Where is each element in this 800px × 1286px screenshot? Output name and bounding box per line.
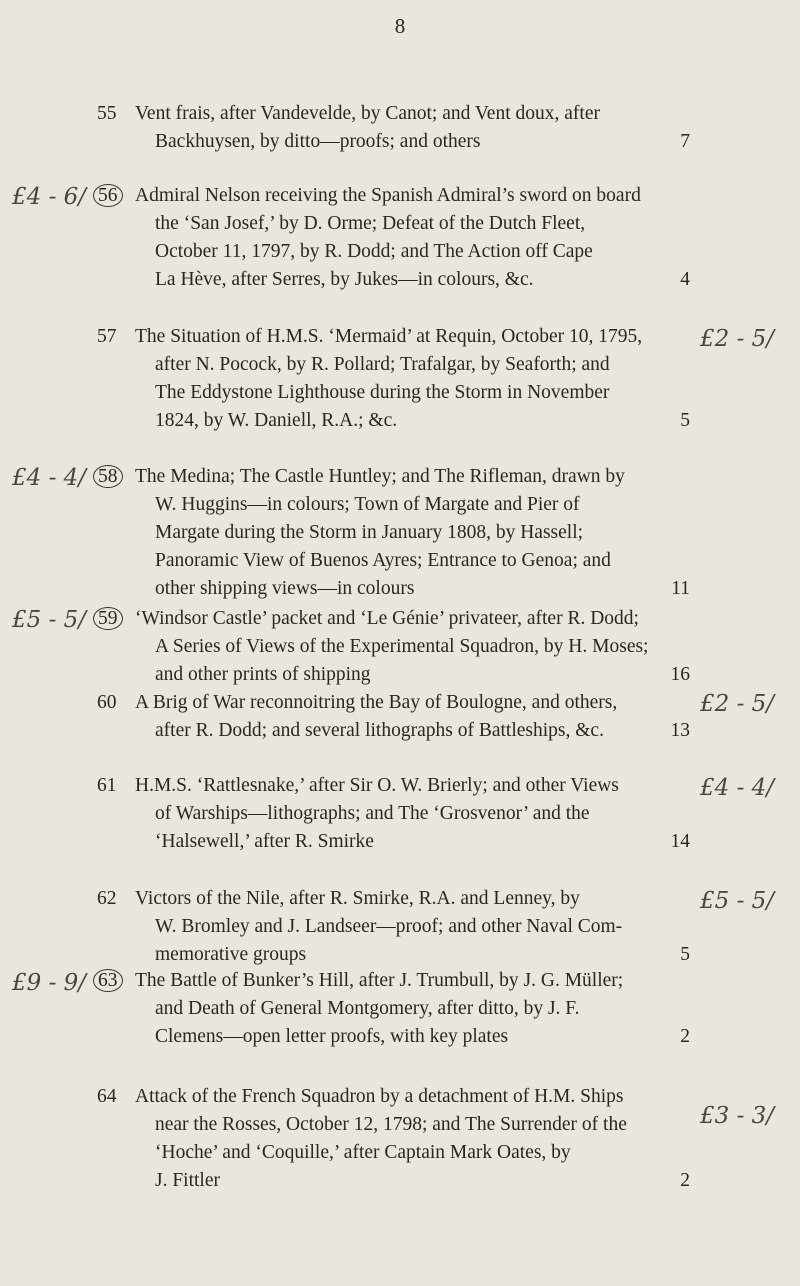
handwritten-price-note: £2 - 5/ [700, 691, 775, 717]
lot-number: 56 [93, 184, 123, 207]
lot-quantity: 2 [680, 1026, 690, 1047]
lot-61 [97, 772, 690, 856]
handwritten-price-note: £5 - 5/ [700, 888, 775, 914]
lot-number: 58 [93, 465, 123, 488]
lot-description-line: J. Fittler 2 [135, 1167, 690, 1195]
lot-description-line: W. Huggins—in colours; Town of Margate and Pier of [155, 494, 580, 515]
lot-number: 55 [97, 103, 117, 124]
lot-57 [97, 323, 690, 435]
lot-description-line: and other prints of shipping 16 [135, 661, 690, 689]
lot-description-line: A Series of Views of the Experimental Squadron, by H. Moses; [155, 636, 649, 657]
lot-description-line: Clemens—open letter proofs, with key plates 2 [135, 1023, 690, 1051]
lot-quantity: 5 [680, 944, 690, 965]
lot-59 [98, 605, 690, 689]
lot-description-line: Victors of the Nile, after R. Smirke, R.A. and Lenney, by [135, 888, 580, 909]
lot-description-line: Panoramic View of Buenos Ayres; Entrance to Genoa; and [155, 550, 611, 571]
lot-quantity: 16 [670, 664, 690, 685]
lot-63 [98, 967, 690, 1051]
lot-64 [97, 1083, 690, 1195]
lot-description-line: October 11, 1797, by R. Dodd; and The Action off Cape [155, 241, 593, 262]
lot-description-line: and Death of General Montgomery, after ditto, by J. F. [155, 998, 580, 1019]
lot-number: 64 [97, 1086, 117, 1107]
lot-60 [97, 689, 690, 745]
handwritten-price-note: £4 - 4/ [700, 775, 775, 801]
handwritten-price-note: £3 - 3/ [700, 1103, 775, 1129]
lot-description-line: of Warships—lithographs; and The ‘Grosvenor’ and the [155, 803, 590, 824]
lot-number: 57 [97, 326, 117, 347]
lot-description-line: La Hève, after Serres, by Jukes—in colours, &c. 4 [135, 266, 690, 294]
lot-description-line: ‘Windsor Castle’ packet and ‘Le Génie’ privateer, after R. Dodd; [135, 608, 639, 629]
lot-description-line: W. Bromley and J. Landseer—proof; and other Naval Com- [155, 916, 623, 937]
lot-quantity: 7 [680, 131, 690, 152]
handwritten-price-note: £5 - 5/ [12, 607, 87, 633]
lot-description-line: near the Rosses, October 12, 1798; and The Surrender of the [155, 1114, 627, 1135]
lot-quantity: 2 [680, 1170, 690, 1191]
lot-description-line: ‘Halsewell,’ after R. Smirke 14 [135, 828, 690, 856]
lot-55 [97, 100, 690, 156]
lot-description-line: A Brig of War reconnoitring the Bay of Boulogne, and others, [135, 692, 618, 713]
handwritten-price-note: £4 - 6/ [12, 184, 87, 210]
lot-58 [98, 463, 690, 603]
lot-description-line: the ‘San Josef,’ by D. Orme; Defeat of the Dutch Fleet, [155, 213, 586, 234]
lot-56 [98, 182, 690, 294]
lot-description-line: The Battle of Bunker’s Hill, after J. Trumbull, by J. G. Müller; [135, 970, 624, 991]
lot-description-line: The Situation of H.M.S. ‘Mermaid’ at Requin, October 10, 1795, [135, 326, 643, 347]
lot-number: 61 [97, 775, 117, 796]
lot-description-line: after N. Pocock, by R. Pollard; Trafalgar, by Seaforth; and [155, 354, 610, 375]
handwritten-price-note: £4 - 4/ [12, 465, 87, 491]
lot-number: 60 [97, 692, 117, 713]
lot-description-line: after R. Dodd; and several lithographs of Battleships, &c. 13 [135, 717, 690, 745]
lot-quantity: 5 [680, 410, 690, 431]
lot-description-line: Admiral Nelson receiving the Spanish Admiral’s sword on board [135, 185, 641, 206]
handwritten-price-note: £2 - 5/ [700, 326, 775, 352]
lot-description-line: memorative groups 5 [135, 941, 690, 969]
lot-description-line: Attack of the French Squadron by a detachment of H.M. Ships [135, 1086, 624, 1107]
lot-description-line: 1824, by W. Daniell, R.A.; &c. 5 [135, 407, 690, 435]
page-number: 8 [394, 14, 406, 38]
lot-description-line: Vent frais, after Vandevelde, by Canot; and Vent doux, after [135, 103, 600, 124]
lot-number: 63 [93, 969, 123, 992]
lot-number: 62 [97, 888, 117, 909]
lot-description-line: H.M.S. ‘Rattlesnake,’ after Sir O. W. Brierly; and other Views [135, 775, 619, 796]
lot-description-line: other shipping views—in colours 11 [135, 575, 690, 603]
handwritten-price-note: £9 - 9/ [12, 970, 87, 996]
lot-description-line: The Medina; The Castle Huntley; and The Rifleman, drawn by [135, 466, 625, 487]
lot-description-line: Margate during the Storm in January 1808, by Hassell; [155, 522, 584, 543]
lot-description-line: Backhuysen, by ditto—proofs; and others 7 [135, 128, 690, 156]
lot-number: 59 [93, 607, 123, 630]
lot-quantity: 14 [670, 831, 690, 852]
lot-description-line: ‘Hoche’ and ‘Coquille,’ after Captain Mark Oates, by [155, 1142, 571, 1163]
lot-description-line: The Eddystone Lighthouse during the Storm in November [155, 382, 610, 403]
lot-quantity: 13 [670, 720, 690, 741]
lot-quantity: 11 [671, 578, 690, 599]
lot-quantity: 4 [680, 269, 690, 290]
lot-62 [97, 885, 690, 969]
